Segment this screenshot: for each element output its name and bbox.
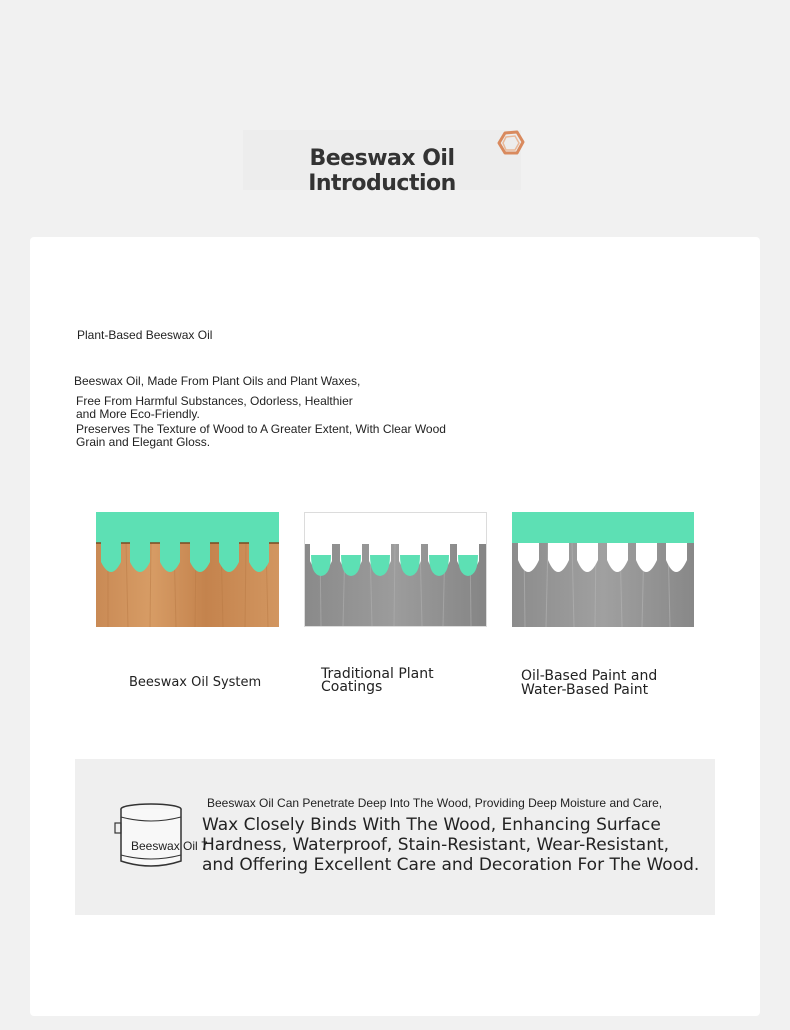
plant-coating-diagram bbox=[304, 512, 487, 627]
content-card bbox=[30, 237, 760, 1016]
intro-text-1: Beeswax Oil, Made From Plant Oils and Plant Waxes, bbox=[74, 374, 361, 388]
page-title: Beeswax Oil Introduction bbox=[308, 146, 456, 196]
label-traditional-plant-coatings: Traditional Plant Coatings bbox=[321, 666, 434, 695]
hexagon-outline-icon bbox=[495, 129, 525, 159]
paint-can-icon bbox=[113, 799, 187, 869]
feature-panel bbox=[75, 759, 715, 915]
title-banner bbox=[243, 130, 521, 196]
intro-text-2: Free From Harmful Substances, Odorless, Healthier and More Eco-Friendly. bbox=[76, 394, 353, 421]
section-subhead: Plant-Based Beeswax Oil bbox=[77, 328, 213, 342]
can-label: Beeswax Oil 7 bbox=[131, 839, 208, 853]
intro-text-3: Preserves The Texture of Wood to A Greater Extent, With Clear Wood Grain and Elegant Gloss. bbox=[76, 422, 446, 449]
beeswax-penetration-diagram bbox=[96, 512, 279, 627]
label-oil-water-paint: Oil-Based Paint and Water-Based Paint bbox=[521, 668, 658, 698]
panel-small-text: Beeswax Oil Can Penetrate Deep Into The Wood, Providing Deep Moisture and Care, bbox=[207, 796, 663, 810]
paint-coating-diagram bbox=[512, 512, 694, 627]
label-beeswax-oil-system: Beeswax Oil System bbox=[129, 675, 262, 690]
panel-big-text: Wax Closely Binds With The Wood, Enhancing Surface Hardness, Waterproof, Stain-Resistant, Wear-Resistant, and Offering Excellent Care and Decoration For The Wood. bbox=[202, 815, 700, 875]
